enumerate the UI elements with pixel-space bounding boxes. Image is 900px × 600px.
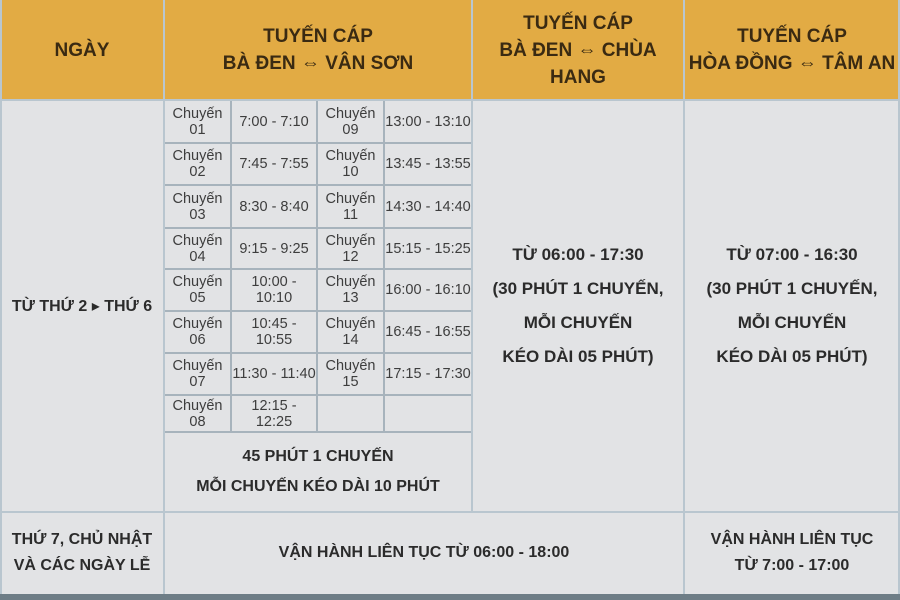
weekend-label-line1: THỨ 7, CHỦ NHẬT [11, 531, 153, 548]
weekend-label-line2: VÀ CÁC NGÀY LỄ [13, 557, 151, 574]
trip-time-cell: 10:45 - 10:55 [231, 311, 317, 353]
route2-info-line1: TỪ 06:00 - 17:30 [512, 245, 644, 264]
header-route2-line1: TUYẾN CÁP [523, 12, 633, 34]
route3-info-line2: (30 PHÚT 1 CHUYẾN, [706, 279, 878, 298]
trip-time-cell: 13:00 - 13:10 [384, 100, 472, 143]
weekday-label: TỪ THỨ 2 ▸ THỨ 6 [11, 298, 153, 315]
trip-time-cell: 9:15 - 9:25 [231, 228, 317, 269]
route3-info-line1: TỪ 07:00 - 16:30 [726, 245, 858, 264]
trip-name-cell: Chuyến 15 [317, 353, 384, 395]
trip-name-cell: Chuyến 13 [317, 269, 384, 311]
trip-name-cell: Chuyến 11 [317, 185, 384, 228]
route1-frequency-note [164, 432, 472, 512]
trip-time-cell: 16:00 - 16:10 [384, 269, 472, 311]
trip-name-cell: Chuyến 12 [317, 228, 384, 269]
route3-info-line3: MỖI CHUYẾN [737, 313, 847, 332]
trip-time-cell: 16:45 - 16:55 [384, 311, 472, 353]
divider [0, 511, 900, 513]
header-route-ba-den-chua-hang [472, 0, 684, 100]
trip-time-cell: 11:30 - 11:40 [231, 353, 317, 395]
header-route-hoa-dong-tam-an [684, 0, 900, 100]
trip-name-cell: Chuyến 07 [164, 353, 231, 395]
header-route1-line1: TUYẾN CÁP [263, 26, 373, 47]
trip-time-cell [384, 395, 472, 432]
weekday-label-cell [0, 100, 164, 512]
route2-weekday-info [472, 100, 684, 512]
divider [0, 99, 900, 101]
trip-time-cell: 17:15 - 17:30 [384, 353, 472, 395]
trip-time-cell: 13:45 - 13:55 [384, 143, 472, 185]
trip-time-cell: 10:00 - 10:10 [231, 269, 317, 311]
weekend-route12-info [164, 512, 684, 594]
route3-info-line4: KÉO DÀI 05 PHÚT) [716, 347, 868, 366]
trip-time-cell: 12:15 - 12:25 [231, 395, 317, 432]
trip-name-cell: Chuyến 03 [164, 185, 231, 228]
weekend-route3-line1: VẬN HÀNH LIÊN TỤC [710, 531, 874, 548]
bottom-strip [0, 594, 900, 600]
header-route2-line2: BÀ ĐEN ⇔ CHÙA HANG [499, 39, 657, 88]
trip-time-cell: 14:30 - 14:40 [384, 185, 472, 228]
route1-trip-grid [164, 100, 472, 432]
trip-name-cell: Chuyến 08 [164, 395, 231, 432]
divider [683, 0, 685, 594]
trip-name-cell: Chuyến 06 [164, 311, 231, 353]
divider [163, 0, 165, 594]
route2-info-line2: (30 PHÚT 1 CHUYẾN, [492, 279, 664, 298]
trip-name-cell [317, 395, 384, 432]
route1-note-line1: 45 PHÚT 1 CHUYẾN [242, 448, 394, 465]
header-route3-line2: HÒA ĐỒNG ⇔ TÂM AN [688, 53, 896, 74]
route1-note-line2: MỖI CHUYẾN KÉO DÀI 10 PHÚT [196, 478, 440, 495]
weekend-route3-line2: TỪ 7:00 - 17:00 [734, 557, 850, 574]
route3-weekday-info [684, 100, 900, 512]
divider [0, 0, 2, 594]
header-route1-line2: BÀ ĐEN ⇔ VÂN SƠN [222, 53, 414, 74]
route2-info-line4: KÉO DÀI 05 PHÚT) [502, 347, 654, 366]
weekend-route3-info [684, 512, 900, 594]
header-day-label: NGÀY [54, 39, 110, 61]
trip-name-cell: Chuyến 04 [164, 228, 231, 269]
divider [471, 0, 473, 512]
header-route-ba-den-van-son [164, 0, 472, 100]
trip-name-cell: Chuyến 09 [317, 100, 384, 143]
trip-name-cell: Chuyến 01 [164, 100, 231, 143]
trip-time-cell: 7:00 - 7:10 [231, 100, 317, 143]
weekend-label-cell [0, 512, 164, 594]
trip-time-cell: 8:30 - 8:40 [231, 185, 317, 228]
trip-name-cell: Chuyến 14 [317, 311, 384, 353]
header-day [0, 0, 164, 100]
trip-name-cell: Chuyến 10 [317, 143, 384, 185]
weekend-route12-text: VẬN HÀNH LIÊN TỤC TỪ 06:00 - 18:00 [278, 544, 570, 561]
header-route3-line1: TUYẾN CÁP [737, 26, 847, 47]
trip-name-cell: Chuyến 05 [164, 269, 231, 311]
route2-info-line3: MỖI CHUYẾN [523, 313, 633, 332]
trip-time-cell: 15:15 - 15:25 [384, 228, 472, 269]
trip-name-cell: Chuyến 02 [164, 143, 231, 185]
trip-time-cell: 7:45 - 7:55 [231, 143, 317, 185]
